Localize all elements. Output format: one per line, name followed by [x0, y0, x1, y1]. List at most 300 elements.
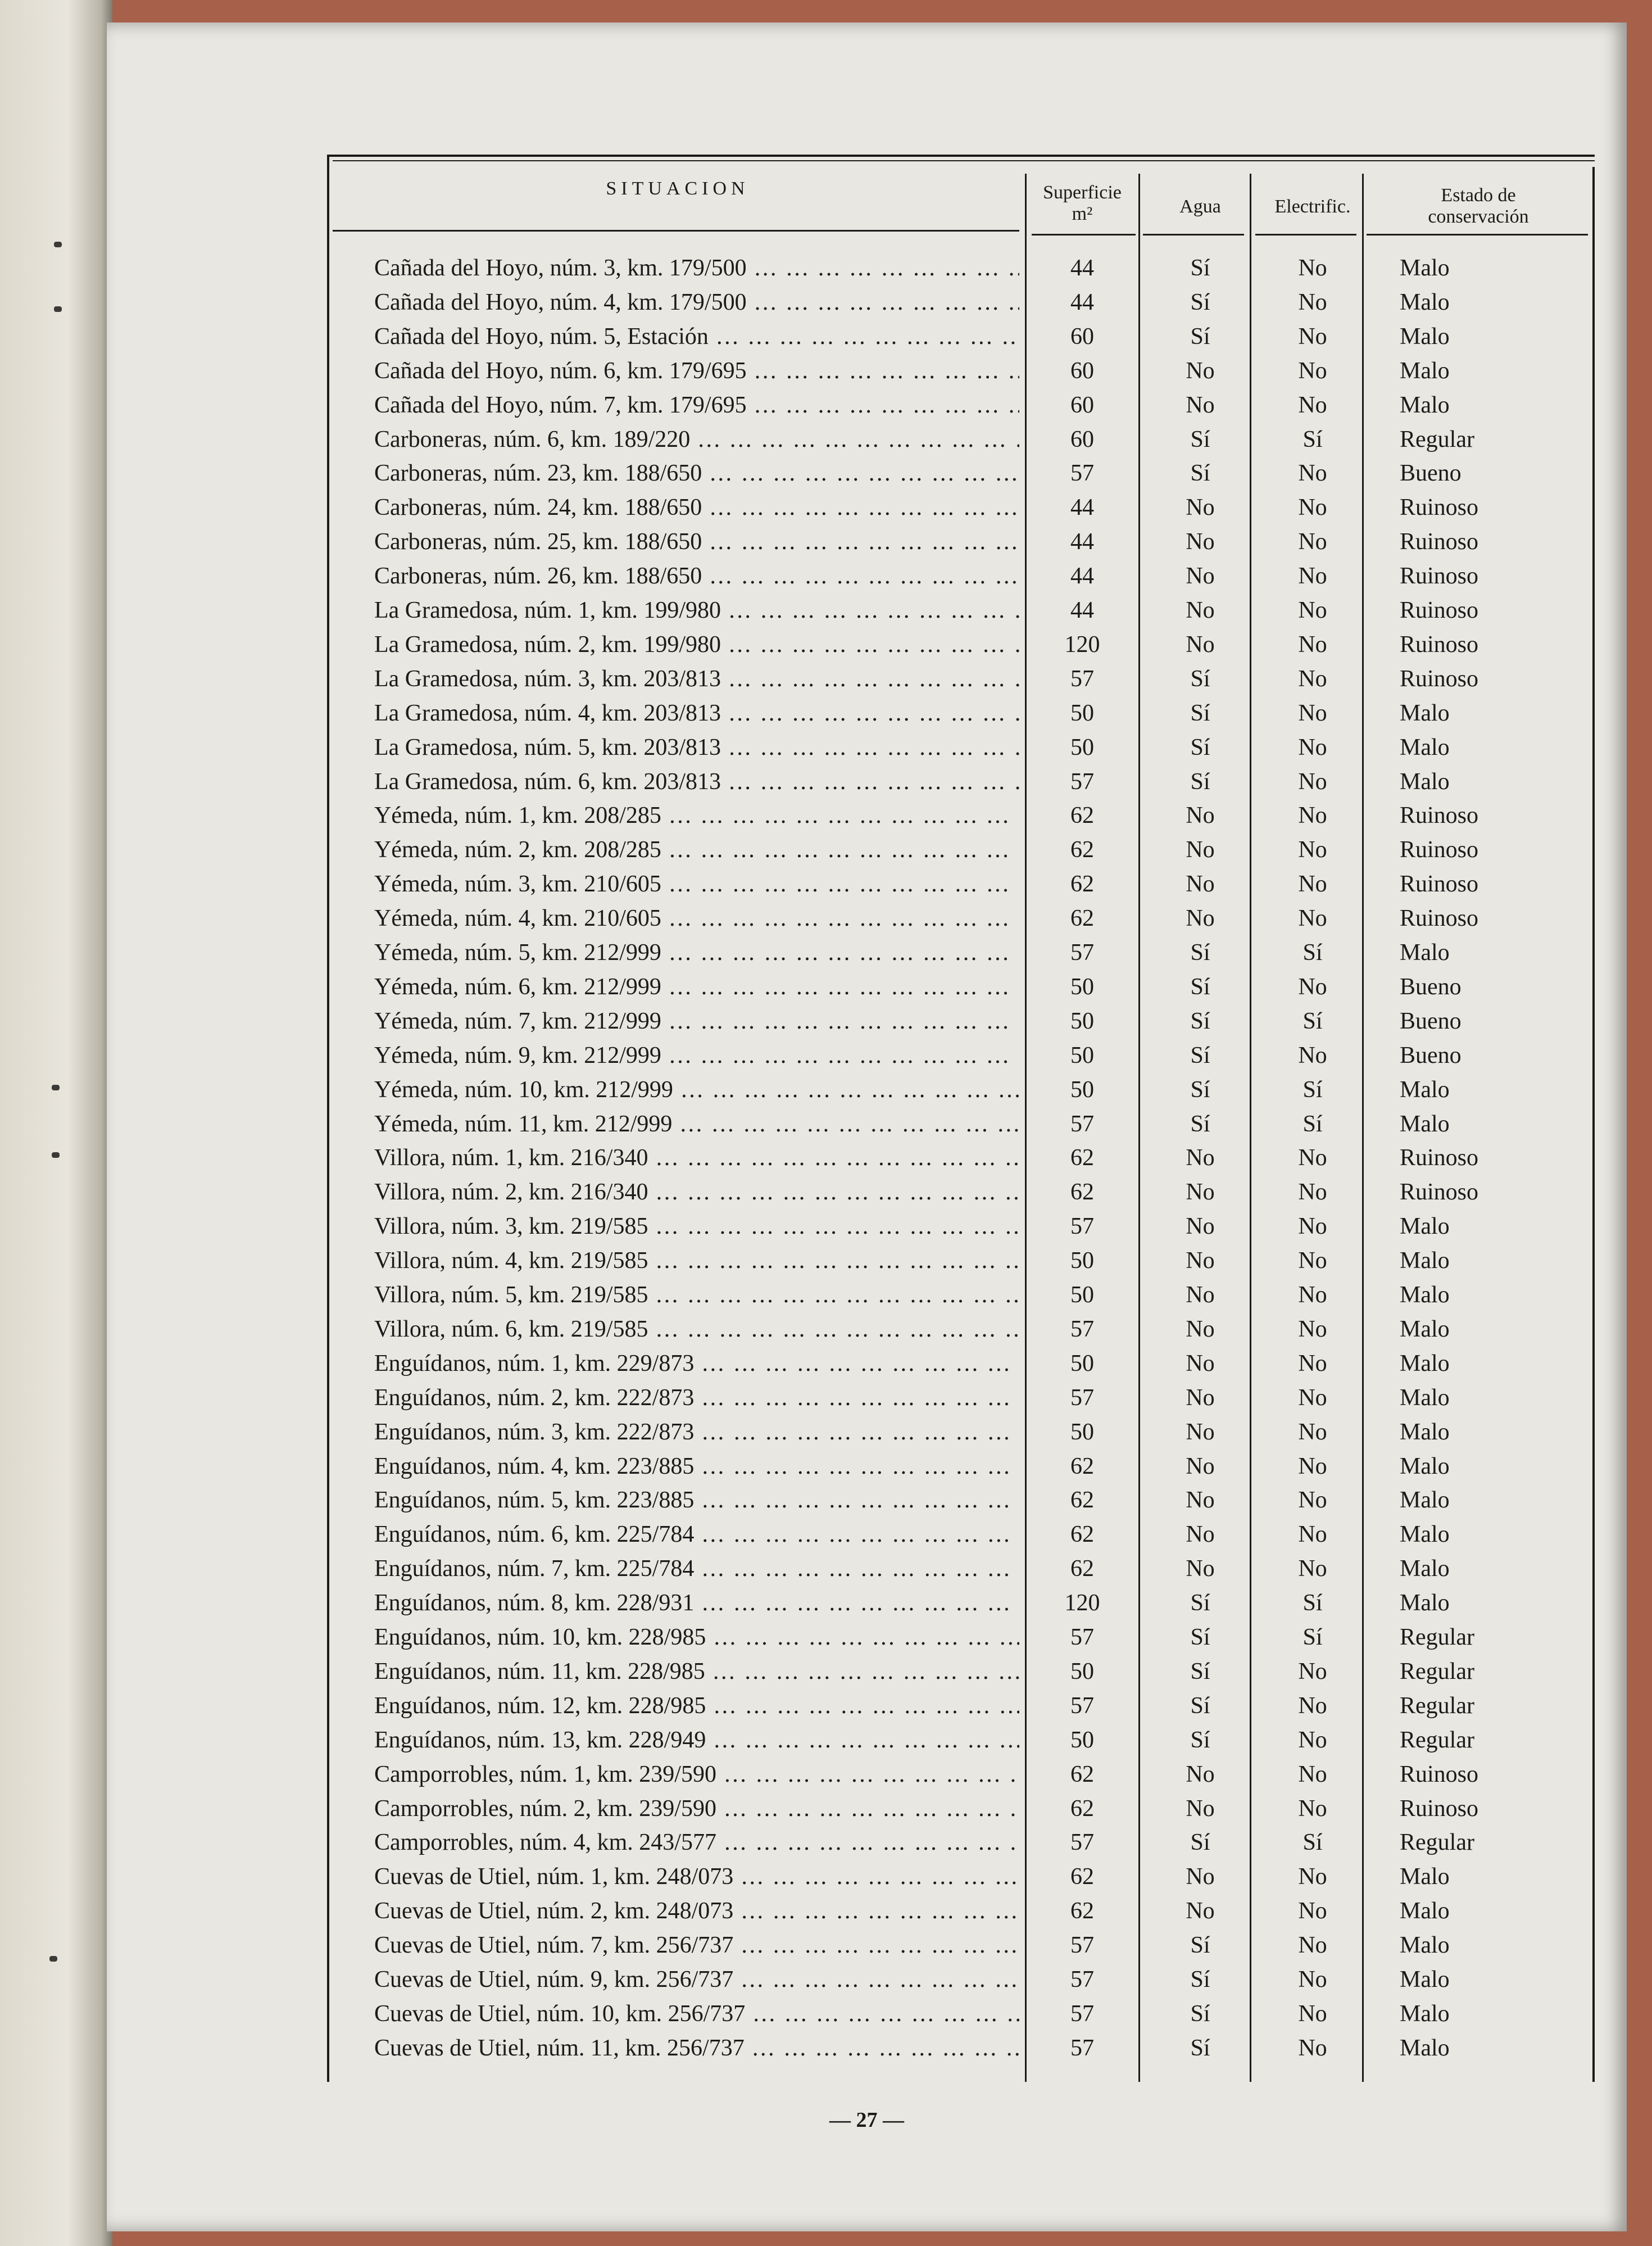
table-row	[329, 456, 1595, 490]
cell-superficie: 120	[1064, 631, 1100, 658]
table-row	[329, 1381, 1595, 1415]
cell-situacion: Yémeda, núm. 2, km. 208/285 … … … … … … … … … … … … … … … … … … … … … … …	[374, 833, 1019, 867]
cell-estado: Regular	[1400, 1624, 1474, 1650]
cell-superficie: 57	[1070, 1624, 1094, 1650]
cell-superficie: 120	[1064, 1590, 1100, 1616]
binding-hole	[49, 1956, 57, 1962]
cell-situacion: Enguídanos, núm. 10, km. 228/985 … … … … … … … … … … … … … … … … … … … … … … …	[374, 1620, 1019, 1654]
cell-electrific: No	[1298, 1761, 1327, 1787]
cell-situacion: Yémeda, núm. 10, km. 212/999 … … … … … … … … … … … … … … … … … … … … … … …	[374, 1073, 1019, 1107]
cell-situacion: Yémeda, núm. 6, km. 212/999 … … … … … … … … … … … … … … … … … … … … … … …	[374, 970, 1019, 1004]
cell-superficie: 44	[1070, 255, 1094, 281]
cell-electrific: No	[1298, 1727, 1327, 1753]
cell-estado: Bueno	[1400, 1008, 1462, 1034]
table-row	[329, 1004, 1595, 1038]
cell-agua: No	[1186, 1282, 1215, 1308]
cell-electrific: No	[1298, 905, 1327, 932]
table-row	[329, 970, 1595, 1004]
cell-electrific: Sí	[1302, 1008, 1323, 1034]
cell-estado: Bueno	[1400, 1042, 1462, 1068]
cell-electrific: No	[1298, 357, 1327, 384]
cell-electrific: No	[1298, 597, 1327, 623]
table-row	[329, 286, 1595, 319]
cell-estado: Regular	[1400, 1692, 1474, 1719]
cell-situacion: Enguídanos, núm. 12, km. 228/985 … … … … … … … … … … … … … … … … … … … … … … …	[374, 1689, 1019, 1723]
cell-superficie: 62	[1070, 837, 1094, 863]
cell-electrific: Sí	[1302, 1076, 1323, 1103]
cell-electrific: No	[1298, 1658, 1327, 1685]
cell-agua: No	[1186, 1419, 1215, 1445]
cell-situacion: Cañada del Hoyo, núm. 3, km. 179/500 … … … … … … … … … … … … … … … … … … … … … … …	[374, 251, 1019, 285]
cell-situacion: Camporrobles, núm. 4, km. 243/577 … … … … … … … … … … … … … … … … … … … … … … …	[374, 1826, 1019, 1859]
cell-superficie: 57	[1070, 2000, 1094, 2027]
cell-estado: Ruinoso	[1400, 803, 1479, 829]
cell-agua: Sí	[1190, 1111, 1210, 1137]
cell-agua: No	[1186, 495, 1215, 521]
cell-situacion: Enguídanos, núm. 13, km. 228/949 … … … … … … … … … … … … … … … … … … … … … … …	[374, 1723, 1019, 1757]
cell-estado: Malo	[1400, 1967, 1450, 1993]
cell-situacion: Villora, núm. 6, km. 219/585 … … … … … … … … … … … … … … … … … … … … … … …	[374, 1312, 1019, 1346]
cell-superficie: 62	[1070, 905, 1094, 932]
cell-superficie: 57	[1070, 1932, 1094, 1959]
cell-agua: Sí	[1190, 255, 1210, 281]
cell-superficie: 62	[1070, 1761, 1094, 1787]
table-row	[329, 1312, 1595, 1346]
table-row	[329, 833, 1595, 867]
cell-electrific: No	[1298, 392, 1327, 418]
cell-estado: Ruinoso	[1400, 1761, 1479, 1787]
cell-estado: Ruinoso	[1400, 495, 1479, 521]
cell-estado: Bueno	[1400, 460, 1462, 487]
cell-superficie: 50	[1070, 973, 1094, 1000]
cell-agua: Sí	[1190, 289, 1210, 315]
cell-situacion: Carboneras, núm. 24, km. 188/650 … … … … … … … … … … … … … … … … … … … … … … …	[374, 491, 1019, 524]
cell-situacion: La Gramedosa, núm. 3, km. 203/813 … … … … … … … … … … … … … … … … … … … … … … …	[374, 662, 1019, 696]
header-underline	[1143, 234, 1244, 236]
cell-situacion: La Gramedosa, núm. 2, km. 199/980 … … … … … … … … … … … … … … … … … … … … … … …	[374, 628, 1019, 662]
cell-situacion: Cañada del Hoyo, núm. 6, km. 179/695 … … … … … … … … … … … … … … … … … … … … … … …	[374, 354, 1019, 388]
cell-estado: Ruinoso	[1400, 665, 1479, 692]
cell-situacion: Cañada del Hoyo, núm. 4, km. 179/500 … … … … … … … … … … … … … … … … … … … … … … …	[374, 286, 1019, 319]
cell-electrific: No	[1298, 973, 1327, 1000]
cell-estado: Malo	[1400, 357, 1450, 384]
cell-agua: Sí	[1190, 1727, 1210, 1753]
cell-electrific: No	[1298, 837, 1327, 863]
header-superficie-label: Superficie	[1043, 182, 1122, 203]
cell-agua: No	[1186, 803, 1215, 829]
cell-electrific: No	[1298, 871, 1327, 898]
table-row	[329, 1723, 1595, 1757]
cell-situacion: La Gramedosa, núm. 5, km. 203/813 … … … … … … … … … … … … … … … … … … … … … … …	[374, 731, 1019, 764]
cell-agua: Sí	[1190, 1624, 1210, 1650]
cell-superficie: 50	[1070, 1419, 1094, 1445]
table-row	[329, 1278, 1595, 1312]
cell-electrific: No	[1298, 1248, 1327, 1274]
cell-estado: Malo	[1400, 1932, 1450, 1959]
cell-superficie: 44	[1070, 495, 1094, 521]
cell-agua: No	[1186, 563, 1215, 590]
cell-superficie: 62	[1070, 1556, 1094, 1582]
cell-situacion: Enguídanos, núm. 6, km. 225/784 … … … … … … … … … … … … … … … … … … … … … … …	[374, 1518, 1019, 1551]
cell-agua: No	[1186, 871, 1215, 898]
cell-agua: Sí	[1190, 1590, 1210, 1616]
table-row	[329, 251, 1595, 285]
cell-estado: Malo	[1400, 1111, 1450, 1137]
cell-superficie: 50	[1070, 1008, 1094, 1034]
cell-estado: Regular	[1400, 1658, 1474, 1685]
cell-superficie: 57	[1070, 1316, 1094, 1342]
cell-estado: Ruinoso	[1400, 1145, 1479, 1171]
cell-agua: Sí	[1190, 1830, 1210, 1856]
table-row	[329, 1860, 1595, 1894]
table-row	[329, 1210, 1595, 1243]
cell-electrific: No	[1298, 1350, 1327, 1376]
cell-estado: Malo	[1400, 1419, 1450, 1445]
cell-superficie: 57	[1070, 1384, 1094, 1411]
cell-estado: Malo	[1400, 1316, 1450, 1342]
cell-estado: Ruinoso	[1400, 837, 1479, 863]
page-number: — 27 —	[829, 2108, 904, 2132]
cell-agua: No	[1186, 529, 1215, 555]
cell-estado: Malo	[1400, 1076, 1450, 1103]
table-row	[329, 696, 1595, 730]
cell-estado: Malo	[1400, 1350, 1450, 1376]
cell-situacion: Cañada del Hoyo, núm. 5, Estación … … … … … … … … … … … … … … … … … … … … … … …	[374, 320, 1019, 354]
table-row	[329, 1175, 1595, 1209]
table-row	[329, 1415, 1595, 1449]
cell-situacion: Villora, núm. 1, km. 216/340 … … … … … … … … … … … … … … … … … … … … … … …	[374, 1141, 1019, 1175]
table-row	[329, 1655, 1595, 1688]
cell-electrific: No	[1298, 700, 1327, 726]
cell-estado: Malo	[1400, 734, 1450, 760]
cell-electrific: No	[1298, 1384, 1327, 1411]
table-row	[329, 1141, 1595, 1175]
cell-superficie: 62	[1070, 1145, 1094, 1171]
header-electrific: Electrific.	[1274, 196, 1351, 217]
cell-superficie: 57	[1070, 1692, 1094, 1719]
cell-electrific: No	[1298, 1932, 1327, 1959]
cell-electrific: No	[1298, 1042, 1327, 1068]
cell-situacion: Yémeda, núm. 4, km. 210/605 … … … … … … … … … … … … … … … … … … … … … … …	[374, 902, 1019, 935]
table-row	[329, 2031, 1595, 2065]
cell-agua: No	[1186, 1453, 1215, 1479]
cell-electrific: No	[1298, 1967, 1327, 1993]
table-row	[329, 491, 1595, 524]
cell-estado: Ruinoso	[1400, 1795, 1479, 1822]
cell-situacion: Enguídanos, núm. 5, km. 223/885 … … … … … … … … … … … … … … … … … … … … … … …	[374, 1483, 1019, 1517]
cell-superficie: 50	[1070, 1248, 1094, 1274]
table-row	[329, 902, 1595, 935]
cell-estado: Malo	[1400, 940, 1450, 966]
table-row	[329, 1928, 1595, 1962]
cell-superficie: 57	[1070, 1967, 1094, 1993]
cell-electrific: No	[1298, 1556, 1327, 1582]
cell-estado: Ruinoso	[1400, 1179, 1479, 1206]
cell-estado: Regular	[1400, 426, 1474, 452]
cell-agua: Sí	[1190, 426, 1210, 452]
cell-superficie: 44	[1070, 597, 1094, 623]
cell-electrific: No	[1298, 529, 1327, 555]
cell-estado: Malo	[1400, 2035, 1450, 2061]
cell-situacion: Cuevas de Utiel, núm. 7, km. 256/737 … … … … … … … … … … … … … … … … … … … … … … …	[374, 1928, 1019, 1962]
cell-superficie: 57	[1070, 665, 1094, 692]
cell-agua: Sí	[1190, 700, 1210, 726]
cell-superficie: 60	[1070, 426, 1094, 452]
cell-situacion: Enguídanos, núm. 2, km. 222/873 … … … … … … … … … … … … … … … … … … … … … … …	[374, 1381, 1019, 1415]
cell-superficie: 62	[1070, 1864, 1094, 1890]
cell-estado: Malo	[1400, 1556, 1450, 1582]
cell-agua: Sí	[1190, 2000, 1210, 2027]
cell-estado: Malo	[1400, 323, 1450, 350]
cell-electrific: No	[1298, 1453, 1327, 1479]
cell-superficie: 60	[1070, 323, 1094, 350]
table-row	[329, 1073, 1595, 1107]
cell-situacion: Yémeda, núm. 3, km. 210/605 … … … … … … … … … … … … … … … … … … … … … … …	[374, 867, 1019, 901]
table-row	[329, 1518, 1595, 1551]
table-row	[329, 525, 1595, 559]
table-row	[329, 1039, 1595, 1072]
binding-hole	[52, 1152, 60, 1158]
cell-estado: Bueno	[1400, 973, 1462, 1000]
cell-agua: No	[1186, 1761, 1215, 1787]
cell-situacion: Carboneras, núm. 23, km. 188/650 … … … … … … … … … … … … … … … … … … … … … … …	[374, 456, 1019, 490]
table-row	[329, 1483, 1595, 1517]
cell-superficie: 62	[1070, 1898, 1094, 1925]
table-row	[329, 1107, 1595, 1141]
cell-electrific: No	[1298, 563, 1327, 590]
cell-estado: Malo	[1400, 289, 1450, 315]
cell-superficie: 62	[1070, 1453, 1094, 1479]
table-row	[329, 1826, 1595, 1859]
cell-estado: Malo	[1400, 2000, 1450, 2027]
table-row	[329, 423, 1595, 456]
header-estado-line1: Estado de	[1441, 185, 1516, 206]
cell-situacion: Enguídanos, núm. 8, km. 228/931 … … … … … … … … … … … … … … … … … … … … … … …	[374, 1586, 1019, 1620]
header-situacion: SITUACION	[606, 178, 750, 199]
header-underline	[333, 230, 1019, 232]
cell-superficie: 50	[1070, 734, 1094, 760]
cell-agua: No	[1186, 1316, 1215, 1342]
cell-electrific: Sí	[1302, 426, 1323, 452]
cell-agua: No	[1186, 392, 1215, 418]
cell-electrific: No	[1298, 1692, 1327, 1719]
cell-situacion: Cuevas de Utiel, núm. 9, km. 256/737 … … … … … … … … … … … … … … … … … … … … … … …	[374, 1963, 1019, 1996]
cell-superficie: 62	[1070, 871, 1094, 898]
cell-agua: No	[1186, 1350, 1215, 1376]
cell-electrific: No	[1298, 289, 1327, 315]
header-estado	[1369, 185, 1588, 228]
cell-agua: No	[1186, 357, 1215, 384]
cell-electrific: No	[1298, 495, 1327, 521]
table-row	[329, 1792, 1595, 1826]
cell-agua: Sí	[1190, 1932, 1210, 1959]
table-row	[329, 1244, 1595, 1278]
cell-agua: Sí	[1190, 1008, 1210, 1034]
cell-electrific: No	[1298, 768, 1327, 795]
cell-superficie: 62	[1070, 1795, 1094, 1822]
cell-situacion: Enguídanos, núm. 7, km. 225/784 … … … … … … … … … … … … … … … … … … … … … … …	[374, 1552, 1019, 1586]
cell-electrific: No	[1298, 665, 1327, 692]
cell-electrific: No	[1298, 1419, 1327, 1445]
cell-agua: No	[1186, 1179, 1215, 1206]
cell-situacion: La Gramedosa, núm. 1, km. 199/980 … … … … … … … … … … … … … … … … … … … … … … …	[374, 594, 1019, 627]
cell-estado: Malo	[1400, 255, 1450, 281]
left-page-edge	[0, 0, 112, 2246]
cell-situacion: Villora, núm. 2, km. 216/340 … … … … … … … … … … … … … … … … … … … … … … …	[374, 1175, 1019, 1209]
cell-electrific: No	[1298, 1282, 1327, 1308]
cell-situacion: Yémeda, núm. 5, km. 212/999 … … … … … … … … … … … … … … … … … … … … … … …	[374, 936, 1019, 970]
cell-superficie: 62	[1070, 803, 1094, 829]
cell-electrific: No	[1298, 255, 1327, 281]
cell-agua: Sí	[1190, 460, 1210, 487]
table-row	[329, 867, 1595, 901]
cell-superficie: 62	[1070, 1179, 1094, 1206]
housing-table	[327, 155, 1595, 2082]
cell-estado: Ruinoso	[1400, 529, 1479, 555]
header-estado-line2: conservación	[1428, 206, 1529, 227]
cell-superficie: 44	[1070, 563, 1094, 590]
table-row	[329, 1758, 1595, 1791]
cell-estado: Ruinoso	[1400, 905, 1479, 932]
cell-situacion: La Gramedosa, núm. 4, km. 203/813 … … … … … … … … … … … … … … … … … … … … … … …	[374, 696, 1019, 730]
cell-estado: Malo	[1400, 1248, 1450, 1274]
cell-superficie: 62	[1070, 1487, 1094, 1514]
cell-estado: Malo	[1400, 700, 1450, 726]
table-row	[329, 388, 1595, 422]
cell-estado: Regular	[1400, 1727, 1474, 1753]
table-row	[329, 594, 1595, 627]
cell-estado: Malo	[1400, 1487, 1450, 1514]
table-row	[329, 662, 1595, 696]
cell-electrific: No	[1298, 734, 1327, 760]
cell-superficie: 62	[1070, 1522, 1094, 1548]
cell-agua: Sí	[1190, 1692, 1210, 1719]
table-row	[329, 559, 1595, 593]
cell-estado: Malo	[1400, 1864, 1450, 1890]
cell-agua: No	[1186, 905, 1215, 932]
cell-estado: Malo	[1400, 1384, 1450, 1411]
cell-superficie: 50	[1070, 1658, 1094, 1685]
cell-electrific: No	[1298, 1487, 1327, 1514]
cell-estado: Malo	[1400, 1213, 1450, 1240]
cell-situacion: Villora, núm. 5, km. 219/585 … … … … … … … … … … … … … … … … … … … … … … …	[374, 1278, 1019, 1312]
cell-agua: No	[1186, 1384, 1215, 1411]
cell-agua: No	[1186, 837, 1215, 863]
table-row	[329, 320, 1595, 354]
cell-situacion: Enguídanos, núm. 1, km. 229/873 … … … … … … … … … … … … … … … … … … … … … … …	[374, 1347, 1019, 1380]
cell-electrific: No	[1298, 631, 1327, 658]
table-row	[329, 1552, 1595, 1586]
cell-electrific: Sí	[1302, 1590, 1323, 1616]
cell-agua: No	[1186, 1145, 1215, 1171]
table-row	[329, 1689, 1595, 1723]
cell-situacion: Enguídanos, núm. 3, km. 222/873 … … … … … … … … … … … … … … … … … … … … … … …	[374, 1415, 1019, 1449]
cell-superficie: 57	[1070, 1111, 1094, 1137]
cell-superficie: 57	[1070, 1830, 1094, 1856]
cell-superficie: 60	[1070, 357, 1094, 384]
cell-electrific: Sí	[1302, 1624, 1323, 1650]
cell-estado: Malo	[1400, 392, 1450, 418]
binding-hole	[52, 1085, 60, 1090]
cell-agua: Sí	[1190, 940, 1210, 966]
cell-agua: Sí	[1190, 323, 1210, 350]
cell-electrific: No	[1298, 1795, 1327, 1822]
cell-estado: Ruinoso	[1400, 631, 1479, 658]
table-row	[329, 1997, 1595, 2031]
cell-situacion: Enguídanos, núm. 4, km. 223/885 … … … … … … … … … … … … … … … … … … … … … … …	[374, 1450, 1019, 1483]
cell-situacion: Yémeda, núm. 9, km. 212/999 … … … … … … … … … … … … … … … … … … … … … … …	[374, 1039, 1019, 1072]
cell-electrific: Sí	[1302, 940, 1323, 966]
cell-estado: Malo	[1400, 768, 1450, 795]
header-underline	[1032, 234, 1136, 236]
cell-agua: No	[1186, 1213, 1215, 1240]
cell-agua: No	[1186, 1522, 1215, 1548]
cell-situacion: Yémeda, núm. 11, km. 212/999 … … … … … … … … … … … … … … … … … … … … … … …	[374, 1107, 1019, 1141]
table-row	[329, 628, 1595, 662]
cell-situacion: Carboneras, núm. 6, km. 189/220 … … … … … … … … … … … … … … … … … … … … … … …	[374, 423, 1019, 456]
cell-situacion: Villora, núm. 4, km. 219/585 … … … … … … … … … … … … … … … … … … … … … … …	[374, 1244, 1019, 1278]
cell-agua: No	[1186, 1248, 1215, 1274]
cell-superficie: 50	[1070, 700, 1094, 726]
table-row	[329, 765, 1595, 799]
cell-agua: No	[1186, 1898, 1215, 1925]
cell-situacion: Yémeda, núm. 1, km. 208/285 … … … … … … … … … … … … … … … … … … … … … … …	[374, 799, 1019, 832]
cell-situacion: Carboneras, núm. 25, km. 188/650 … … … … … … … … … … … … … … … … … … … … … … …	[374, 525, 1019, 559]
cell-situacion: Cuevas de Utiel, núm. 11, km. 256/737 … … … … … … … … … … … … … … … … … … … … … … …	[374, 2031, 1019, 2065]
cell-superficie: 60	[1070, 392, 1094, 418]
cell-situacion: Camporrobles, núm. 1, km. 239/590 … … … … … … … … … … … … … … … … … … … … … … …	[374, 1758, 1019, 1791]
cell-situacion: Carboneras, núm. 26, km. 188/650 … … … … … … … … … … … … … … … … … … … … … … …	[374, 559, 1019, 593]
cell-situacion: Enguídanos, núm. 11, km. 228/985 … … … … … … … … … … … … … … … … … … … … … … …	[374, 1655, 1019, 1688]
cell-situacion: La Gramedosa, núm. 6, km. 203/813 … … … … … … … … … … … … … … … … … … … … … … …	[374, 765, 1019, 799]
cell-situacion: Cuevas de Utiel, núm. 2, km. 248/073 … … … … … … … … … … … … … … … … … … … … … … …	[374, 1894, 1019, 1928]
cell-agua: No	[1186, 1556, 1215, 1582]
cell-electrific: Sí	[1302, 1830, 1323, 1856]
cell-agua: No	[1186, 1487, 1215, 1514]
header-superficie	[1026, 182, 1138, 225]
cell-superficie: 50	[1070, 1350, 1094, 1376]
cell-situacion: Cuevas de Utiel, núm. 10, km. 256/737 … … … … … … … … … … … … … … … … … … … … … … …	[374, 1997, 1019, 2031]
cell-superficie: 44	[1070, 529, 1094, 555]
cell-estado: Ruinoso	[1400, 563, 1479, 590]
cell-agua: Sí	[1190, 1076, 1210, 1103]
table-row	[329, 1586, 1595, 1620]
cell-superficie: 50	[1070, 1076, 1094, 1103]
cell-estado: Malo	[1400, 1522, 1450, 1548]
cell-electrific: Sí	[1302, 1111, 1323, 1137]
header-underline	[1255, 234, 1356, 236]
header-agua: Agua	[1179, 196, 1221, 217]
cell-superficie: 50	[1070, 1042, 1094, 1068]
cell-agua: No	[1186, 597, 1215, 623]
header-superficie-unit: m²	[1072, 203, 1093, 224]
binding-hole	[54, 242, 62, 247]
cell-electrific: No	[1298, 1213, 1327, 1240]
cell-superficie: 57	[1070, 1213, 1094, 1240]
cell-electrific: No	[1298, 2000, 1327, 2027]
table-row	[329, 1347, 1595, 1380]
cell-superficie: 44	[1070, 289, 1094, 315]
table-row	[329, 936, 1595, 970]
table-row	[329, 1894, 1595, 1928]
cell-electrific: No	[1298, 1316, 1327, 1342]
cell-superficie: 57	[1070, 2035, 1094, 2061]
cell-estado: Malo	[1400, 1453, 1450, 1479]
cell-electrific: No	[1298, 1179, 1327, 1206]
table-row	[329, 731, 1595, 764]
cell-electrific: No	[1298, 1864, 1327, 1890]
cell-estado: Regular	[1400, 1830, 1474, 1856]
